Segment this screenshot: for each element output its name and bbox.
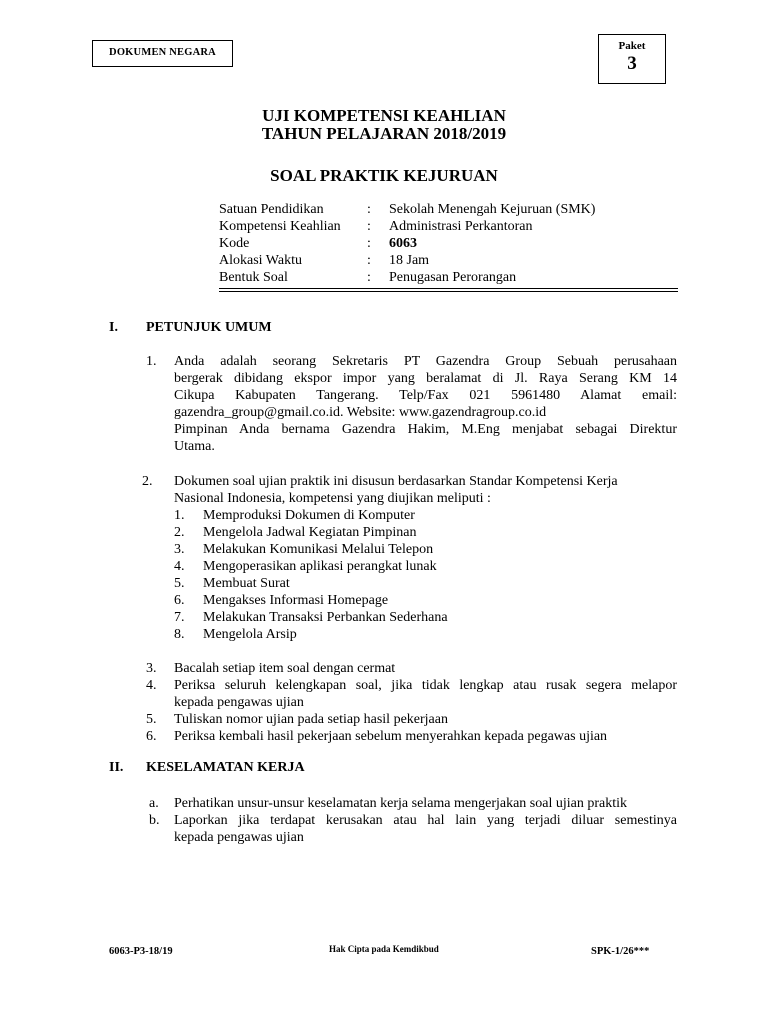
info-key: Alokasi Waktu bbox=[219, 253, 302, 268]
info-key: Kode bbox=[219, 236, 250, 251]
divider-line bbox=[219, 291, 678, 292]
paket-number: 3 bbox=[627, 53, 637, 74]
paket-box bbox=[598, 34, 666, 84]
section-title: KESELAMATAN KERJA bbox=[146, 760, 305, 775]
item-paragraph: Laporkan jika terdapat kerusakan atau hal lain yang terjadi diluar semestinya kepada pengawas ujian bbox=[174, 813, 677, 845]
section-number: I. bbox=[109, 320, 118, 335]
section-number: II. bbox=[109, 760, 124, 775]
item-number: 1. bbox=[146, 354, 157, 369]
info-key: Satuan Pendidikan bbox=[219, 202, 324, 217]
competency-number: 8. bbox=[174, 627, 185, 642]
info-value: 6063 bbox=[389, 236, 417, 251]
competency-number: 1. bbox=[174, 508, 185, 523]
footer-copyright: Hak Cipta pada Kemdikbud bbox=[329, 944, 439, 954]
section-title: PETUNJUK UMUM bbox=[146, 320, 272, 335]
info-key: Bentuk Soal bbox=[219, 270, 288, 285]
title-line-1: UJI KOMPETENSI KEAHLIAN bbox=[262, 106, 506, 125]
item-letter: a. bbox=[149, 796, 159, 811]
item-number: 3. bbox=[146, 661, 157, 676]
title-line-3: SOAL PRAKTIK KEJURUAN bbox=[270, 166, 498, 185]
competency-number: 3. bbox=[174, 542, 185, 557]
info-sep: : bbox=[367, 253, 371, 268]
paket-label: Paket bbox=[618, 40, 646, 52]
info-value: 18 Jam bbox=[389, 253, 430, 268]
footer-page: SPK-1/26*** bbox=[591, 946, 650, 957]
item-paragraph: Anda adalah seorang Sekretaris PT Gazendra Group Sebuah perusahaan bergerak dibidang ekspor impor yang beralamat di Jl. Raya Serang KM 14 Cikupa Kabupaten Tangerang. Telp/Fax 021 5961480 Alamat email: gazendra_group@gmail.co.id. Website: www.gazendragroup.co.id Pimpinan Anda bernama Gazendra Hakim, M.Eng menjabat sebagai Direktur Utama. bbox=[174, 354, 677, 454]
competency-number: 6. bbox=[174, 593, 185, 608]
competency-text: Memproduksi Dokumen di Komputer bbox=[203, 508, 415, 523]
competency-number: 2. bbox=[174, 525, 185, 540]
info-sep: : bbox=[367, 202, 371, 217]
competency-text: Mengelola Jadwal Kegiatan Pimpinan bbox=[203, 525, 417, 540]
item-paragraph: Perhatikan unsur-unsur keselamatan kerja selama mengerjakan soal ujian praktik bbox=[174, 796, 628, 811]
item-paragraph: Tuliskan nomor ujian pada setiap hasil pekerjaan bbox=[174, 712, 448, 727]
competency-number: 5. bbox=[174, 576, 185, 591]
info-sep: : bbox=[367, 219, 371, 234]
item-number: 2. bbox=[142, 474, 153, 489]
item-paragraph: Periksa kembali hasil pekerjaan sebelum menyerahkan kepada pegawas ujian bbox=[174, 729, 608, 744]
item-number: 5. bbox=[146, 712, 157, 727]
competency-text: Melakukan Komunikasi Melalui Telepon bbox=[203, 542, 434, 557]
competency-text: Melakukan Transaksi Perbankan Sederhana bbox=[203, 610, 448, 625]
title-line-2: TAHUN PELAJARAN 2018/2019 bbox=[261, 124, 507, 143]
competency-text: Mengakses Informasi Homepage bbox=[203, 593, 389, 608]
competency-text: Mengelola Arsip bbox=[203, 627, 297, 642]
item-paragraph: Dokumen soal ujian praktik ini disusun berdasarkan Standar Kompetensi Kerja Nasional Indonesia, kompetensi yang diujikan meliputi : bbox=[174, 474, 618, 506]
info-sep: : bbox=[367, 236, 371, 251]
competency-text: Membuat Surat bbox=[203, 576, 290, 591]
item-number: 6. bbox=[146, 729, 157, 744]
info-key: Kompetensi Keahlian bbox=[219, 219, 341, 234]
item-paragraph: Bacalah setiap item soal dengan cermat bbox=[174, 661, 396, 676]
document-classification-box: DOKUMEN NEGARA bbox=[92, 40, 233, 67]
item-number: 4. bbox=[146, 678, 157, 693]
info-value: Administrasi Perkantoran bbox=[389, 219, 533, 234]
competency-number: 4. bbox=[174, 559, 185, 574]
footer-code: 6063-P3-18/19 bbox=[109, 946, 173, 957]
competency-text: Mengoperasikan aplikasi perangkat lunak bbox=[203, 559, 437, 574]
info-value: Penugasan Perorangan bbox=[389, 270, 517, 285]
info-value: Sekolah Menengah Kejuruan (SMK) bbox=[389, 202, 596, 217]
competency-number: 7. bbox=[174, 610, 185, 625]
item-letter: b. bbox=[149, 813, 160, 828]
item-paragraph: Periksa seluruh kelengkapan soal, jika tidak lengkap atau rusak segera melapor kepada pengawas ujian bbox=[174, 678, 677, 710]
divider-line bbox=[219, 288, 678, 289]
info-sep: : bbox=[367, 270, 371, 285]
